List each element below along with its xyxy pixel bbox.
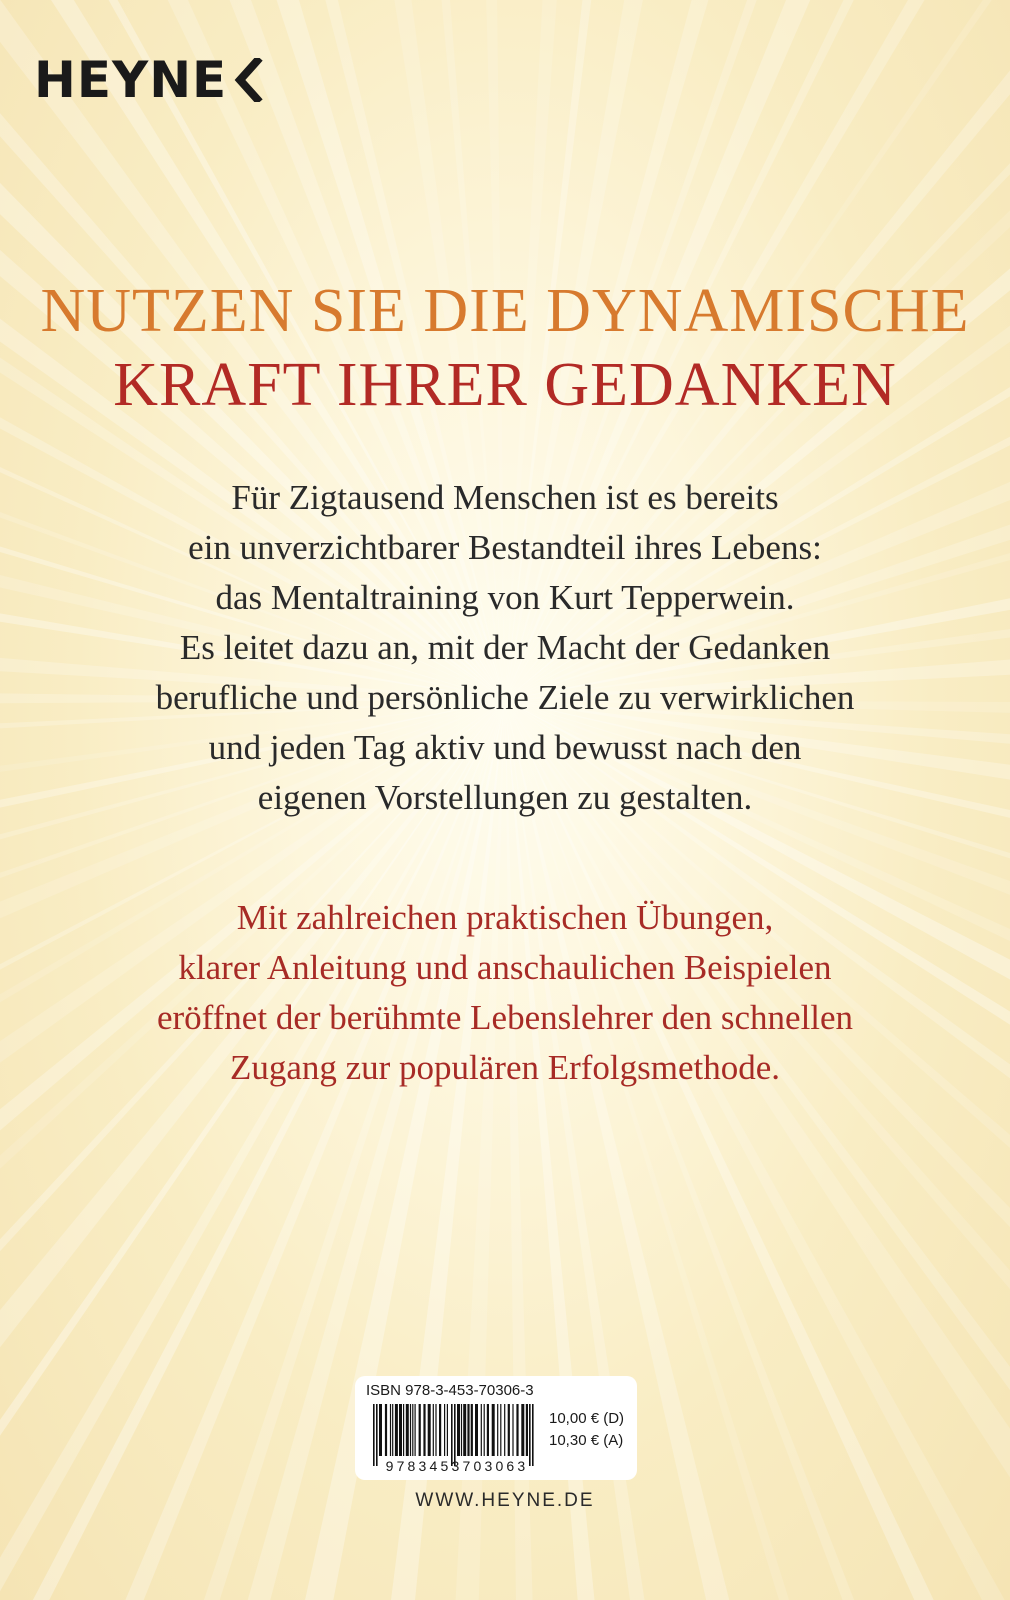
barcode-bar — [500, 1404, 501, 1456]
barcode-bar — [412, 1404, 413, 1456]
headline-line-1: NUTZEN SIE DIE DYNAMISCHE — [40, 277, 970, 345]
publisher-website: WWW.HEYNE.DE — [415, 1490, 595, 1511]
highlight-paragraph — [0, 893, 1010, 1093]
description-line: ein unverzichtbarer Bestandteil ihres Lebens: — [188, 528, 822, 567]
barcode-bar — [376, 1404, 378, 1466]
barcode-bar — [390, 1404, 391, 1456]
highlight-line: Mit zahlreichen praktischen Übungen, — [236, 898, 774, 937]
chevron-left-icon — [233, 58, 263, 102]
barcode-bar — [526, 1404, 528, 1456]
highlight-line: klarer Anleitung und anschaulichen Beispielen — [178, 948, 832, 987]
barcode-bar — [385, 1404, 387, 1456]
barcode-bar — [475, 1404, 478, 1456]
barcode-bar — [508, 1404, 510, 1456]
barcode-bar — [467, 1404, 469, 1456]
publisher-logo-text: HEYNE — [34, 51, 228, 109]
barcode-bar — [419, 1404, 421, 1456]
barcode-digits: 9783453703063 — [385, 1458, 529, 1474]
publisher-logo — [34, 52, 263, 108]
description-line: das Mentaltraining von Kurt Tepperwein. — [215, 578, 795, 617]
barcode-bar — [512, 1404, 513, 1456]
barcode-bar — [433, 1404, 434, 1456]
barcode-bar — [492, 1404, 495, 1456]
description-line: Es leitet dazu an, mit der Macht der Gedanken — [179, 628, 831, 667]
barcode-bar — [447, 1404, 448, 1456]
price-austria: 10,30 € (A) — [549, 1432, 624, 1449]
description-paragraph — [0, 473, 1010, 823]
barcode-bar — [521, 1404, 524, 1456]
barcode-bar — [487, 1404, 489, 1456]
isbn-number: ISBN 978-3-453-70306-3 — [366, 1382, 534, 1399]
barcode-bar — [379, 1404, 382, 1456]
barcode-bar — [451, 1404, 453, 1466]
barcode-bar — [406, 1404, 409, 1456]
barcode-bar — [423, 1404, 425, 1456]
barcode-bar — [444, 1404, 445, 1456]
barcode-bar — [439, 1404, 441, 1456]
barcode-bar — [415, 1404, 416, 1456]
barcode-bar — [428, 1404, 431, 1456]
barcode-bar — [529, 1404, 531, 1466]
price-germany: 10,00 € (D) — [549, 1410, 625, 1427]
barcode-bar — [484, 1404, 485, 1456]
barcode — [365, 1404, 537, 1474]
barcode-bar — [457, 1404, 460, 1456]
description-line: eigenen Vorstellungen zu gestalten. — [257, 778, 753, 817]
barcode-bar — [395, 1404, 398, 1456]
barcode-bar — [463, 1404, 466, 1456]
barcode-bar — [497, 1404, 498, 1456]
highlight-line: eröffnet der berühmte Lebenslehrer den schnellen — [156, 998, 854, 1037]
barcode-bar — [392, 1404, 393, 1456]
barcode-bar — [403, 1404, 404, 1456]
barcode-bar — [435, 1404, 436, 1456]
barcode-bar — [504, 1404, 505, 1456]
headline-line-2: KRAFT IHRER GEDANKEN — [113, 351, 897, 419]
description-line: Für Zigtausend Menschen ist es bereits — [231, 478, 779, 517]
barcode-bar — [516, 1404, 518, 1456]
barcode-bar — [454, 1404, 456, 1466]
barcode-bar — [461, 1404, 462, 1456]
barcode-bar — [471, 1404, 473, 1456]
barcode-bar — [399, 1404, 402, 1456]
highlight-line: Zugang zur populären Erfolgsmethode. — [229, 1048, 781, 1087]
description-line: berufliche und persönliche Ziele zu verwirklichen — [155, 678, 855, 717]
barcode-bar — [410, 1404, 411, 1456]
barcode-bar — [532, 1404, 534, 1466]
barcode-bar — [481, 1404, 482, 1456]
barcode-bar — [373, 1404, 375, 1466]
description-line: und jeden Tag aktiv und bewusst nach den — [208, 728, 802, 767]
barcode-label — [355, 1376, 637, 1480]
